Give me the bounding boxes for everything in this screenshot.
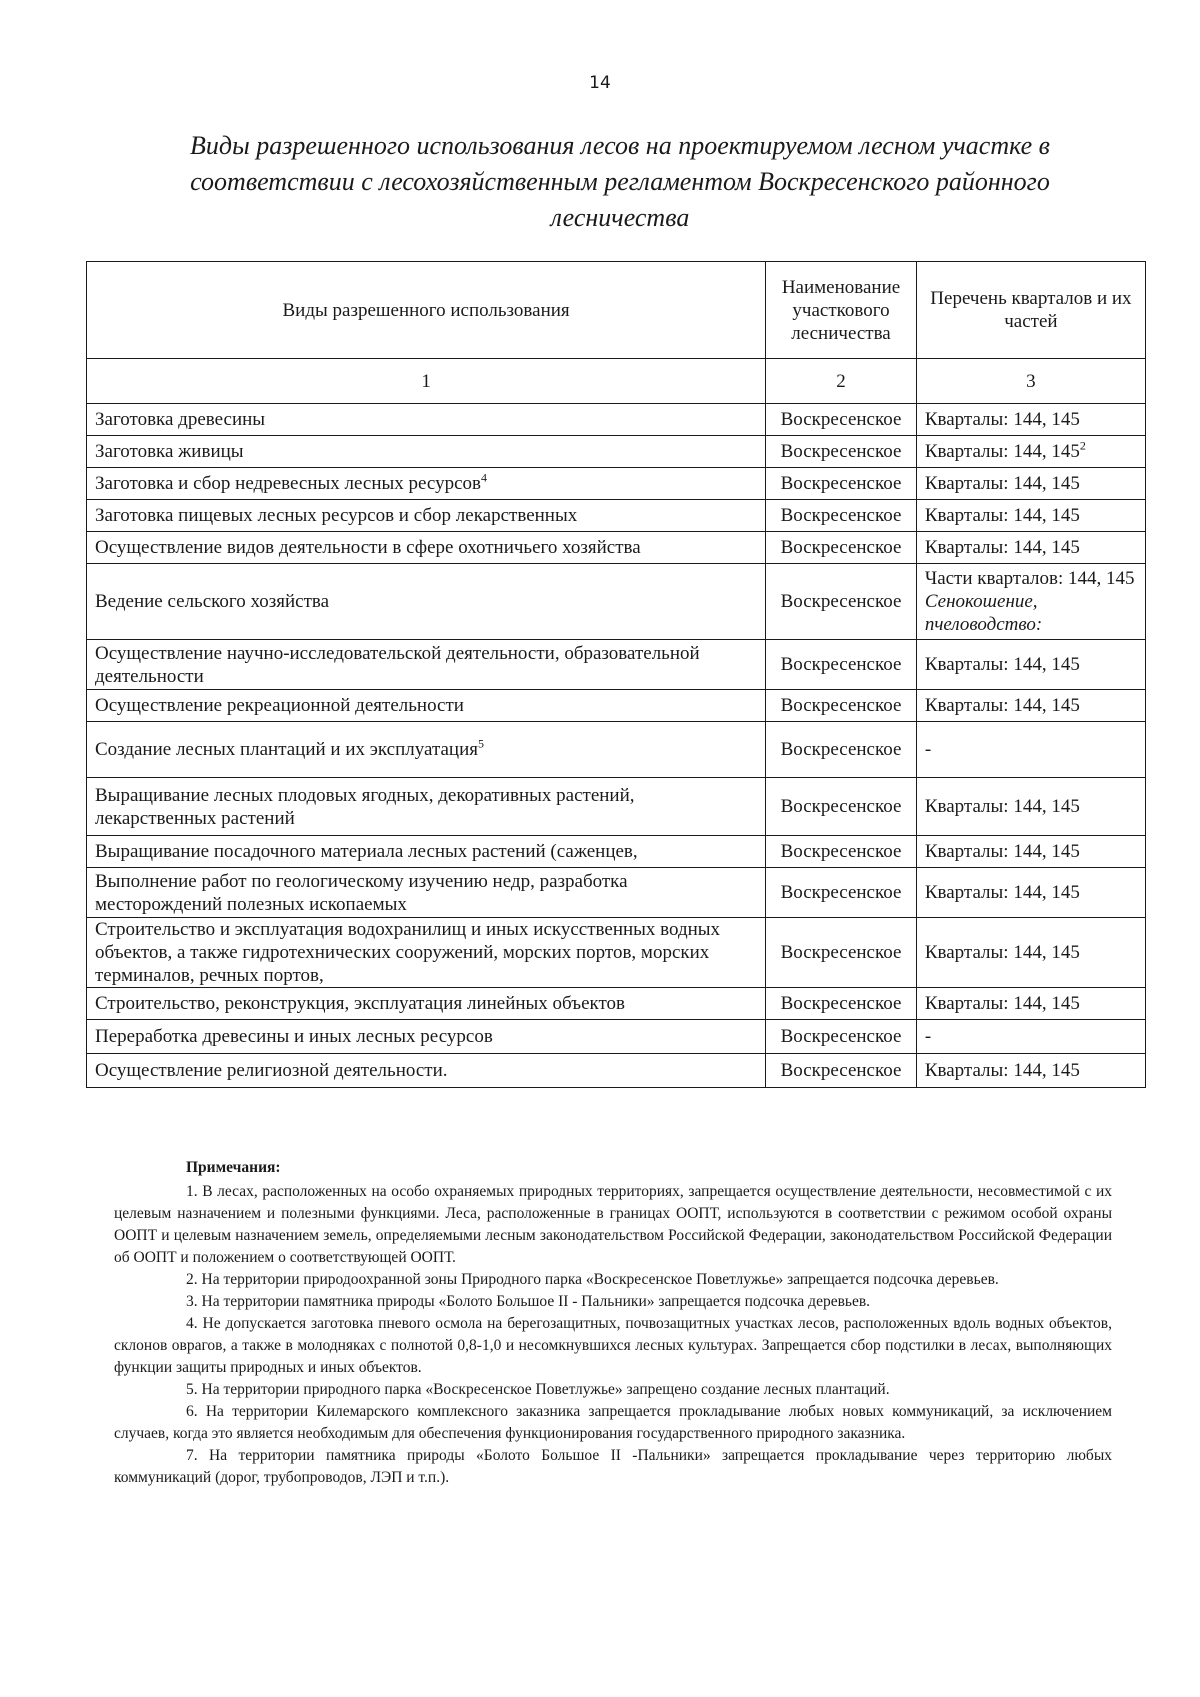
use-type-text: Заготовка и сбор недревесных лесных ресурсов [95,473,482,494]
use-type-text: Переработка древесины и иных лесных ресурсов [95,1026,493,1047]
use-type-cell [87,1020,766,1054]
quarters-text: Кварталы: 144, 145 [924,796,1080,817]
quarters-cell [916,500,1145,532]
table-row [87,722,1146,778]
quarters-cell [916,988,1145,1020]
quarters-text: Кварталы: 144, 145 [924,1060,1080,1081]
title-line-1: Виды разрешенного использования лесов на проектируемом лесном участке в [190,131,1050,160]
table-row [87,1054,1146,1088]
quarters-text: Кварталы: 144, 145 [924,654,1080,675]
quarters-cell [916,436,1145,468]
quarters-text: - [924,1026,932,1047]
table-row [87,868,1146,918]
quarters-cell [916,640,1145,690]
use-type-cell [87,836,766,868]
title-line-3: лесничества [550,203,690,232]
forestry-cell: Воскресенское [766,868,917,918]
use-type-cell [87,868,766,918]
note-item: 5. На территории природного парка «Воскресенское Поветлужье» запрещено создание лесных плантаций. [186,1381,890,1398]
page-number: 14 [589,73,611,93]
table-row [87,918,1146,988]
footnote-marker: 4 [481,470,488,485]
column-number: 2 [766,359,917,404]
table-row [87,1020,1146,1054]
quarters-text: Части кварталов: 144, 145 [924,568,1135,589]
quarters-cell [916,468,1145,500]
table-header-row [87,262,1146,359]
quarters-cell [916,404,1145,436]
table-row [87,436,1146,468]
use-type-cell [87,500,766,532]
table-row [87,532,1146,564]
use-type-cell [87,404,766,436]
table-row [87,564,1146,640]
note-item: 1. В лесах, расположенных на особо охраняемых природных территориях, запрещается осуществление деятельности, несовместимой с их целевым назначением и полезными функциями. Леса, расположенные в границах ООПТ, используются в соответствии с режимом особой охраны ООПТ и целевым назначением земель, определяемыми лесным законодательством Российской Федерации, законодательством Российской Федерации об ООПТ и положением о соответствующей ООПТ. [114,1183,1112,1266]
quarters-text: Кварталы: 144, 145 [924,505,1080,526]
quarters-cell [916,690,1145,722]
forestry-cell: Воскресенское [766,500,917,532]
use-type-cell [87,640,766,690]
forestry-cell: Воскресенское [766,436,917,468]
document-title [130,128,1110,236]
column-number: 3 [916,359,1145,404]
use-type-cell [87,690,766,722]
use-type-text: Заготовка древесины [95,409,266,430]
use-type-text: Создание лесных плантаций и их эксплуатация [95,739,478,760]
note-item: 3. На территории памятника природы «Болото Большое II - Пальники» запрещается подсочка деревьев. [186,1293,871,1310]
forestry-cell: Воскресенское [766,722,917,778]
forestry-cell: Воскресенское [766,640,917,690]
use-type-text: Осуществление религиозной деятельности. [95,1060,448,1081]
use-type-text: Осуществление видов деятельности в сфере охотничьего хозяйства [95,537,641,558]
table-row [87,690,1146,722]
use-type-cell [87,436,766,468]
forestry-cell: Воскресенское [766,1020,917,1054]
forestry-cell: Воскресенское [766,836,917,868]
notes-heading: Примечания: [186,1159,281,1176]
forestry-cell: Воскресенское [766,778,917,836]
use-type-cell [87,1054,766,1088]
forestry-cell: Воскресенское [766,988,917,1020]
use-type-cell [87,778,766,836]
title-line-2: соответствии с лесохозяйственным регламентом Воскресенского районного [190,167,1050,196]
use-type-text: Строительство, реконструкция, эксплуатация линейных объектов [95,993,626,1014]
forestry-cell: Воскресенское [766,1054,917,1088]
use-type-text: Строительство и эксплуатация водохранилищ и иных искусственных водных объектов, а также гидротехнических сооружений, морских портов, морских терминалов, речных портов, [95,919,721,986]
table-row [87,640,1146,690]
table-row [87,404,1146,436]
forestry-cell: Воскресенское [766,690,917,722]
quarters-cell [916,836,1145,868]
forestry-cell: Воскресенское [766,404,917,436]
quarters-cell [916,1020,1145,1054]
quarters-cell [916,778,1145,836]
use-type-cell [87,468,766,500]
use-type-text: Осуществление научно-исследовательской деятельности, образовательной деятельности [95,642,700,687]
quarters-text: Кварталы: 144, 145 [924,409,1080,430]
use-type-text: Выполнение работ по геологическому изучению недр, разработка месторождений полезных ископаемых [95,870,628,915]
forestry-cell: Воскресенское [766,532,917,564]
note-item: 6. На территории Килемарского комплексного заказника запрещается прокладывание любых новых коммуникаций, за исключением случаев, когда это является необходимым для обеспечения функционирования государственного природного заказника. [114,1403,1112,1442]
forestry-cell: Воскресенское [766,468,917,500]
notes-section [114,1157,1112,1489]
quarters-cell [916,564,1145,640]
use-type-text: Осуществление рекреационной деятельности [95,695,464,716]
use-type-cell [87,918,766,988]
quarters-text: Кварталы: 144, 145 [924,993,1080,1014]
quarters-cell [916,918,1145,988]
table-row [87,988,1146,1020]
quarters-cell [916,1054,1145,1088]
use-type-text: Заготовка живицы [95,441,244,462]
header-forestry-name: Наименование участкового лесничества [766,262,917,359]
permitted-uses-table [86,261,1146,1088]
table-row [87,468,1146,500]
table-body [87,404,1146,1088]
use-type-text: Выращивание лесных плодовых ягодных, декоративных растений, лекарственных растений [95,784,635,829]
use-type-text: Ведение сельского хозяйства [95,591,330,612]
table-row [87,778,1146,836]
quarters-text: - [924,739,932,760]
quarters-cell [916,722,1145,778]
use-type-cell [87,532,766,564]
column-number-row [87,359,1146,404]
table-row [87,500,1146,532]
forestry-cell: Воскресенское [766,564,917,640]
note-item: 2. На территории природоохранной зоны Природного парка «Воскресенское Поветлужье» запрещается подсочка деревьев. [186,1271,999,1288]
quarters-text: Кварталы: 144, 145 [924,441,1080,462]
quarters-cell [916,532,1145,564]
quarters-note: Сенокошение, пчеловодство: [924,591,1043,635]
forestry-cell: Воскресенское [766,918,917,988]
quarters-text: Кварталы: 144, 145 [924,473,1080,494]
table-row [87,836,1146,868]
note-item: 4. Не допускается заготовка пневого осмола на берегозащитных, почвозащитных участках лесов, расположенных вдоль водных объектов, склонов оврагов, а также в молодняках с полнотой 0,8-1,0 и несомкнувшихся лесных культурах. Запрещается сбор подстилки в лесах, выполняющих функции защиты природных и иных объектов. [114,1315,1112,1376]
use-type-cell [87,988,766,1020]
footnote-marker: 5 [478,736,484,751]
quarters-text: Кварталы: 144, 145 [924,841,1080,862]
quarters-text: Кварталы: 144, 145 [924,695,1080,716]
footnote-marker: 2 [1079,438,1086,453]
quarters-text: Кварталы: 144, 145 [924,942,1080,963]
quarters-cell [916,868,1145,918]
note-item: 7. На территории памятника природы «Болото Большое II -Пальники» запрещается прокладывание через территорию любых коммуникаций (дорог, трубопроводов, ЛЭП и т.п.). [114,1447,1112,1486]
header-quarters-list: Перечень кварталов и их частей [916,262,1145,359]
column-number: 1 [87,359,766,404]
quarters-text: Кварталы: 144, 145 [924,882,1080,903]
header-use-type: Виды разрешенного использования [87,262,766,359]
quarters-text: Кварталы: 144, 145 [924,537,1080,558]
use-type-cell [87,564,766,640]
use-type-text: Заготовка пищевых лесных ресурсов и сбор лекарственных [95,505,578,526]
use-type-cell [87,722,766,778]
use-type-text: Выращивание посадочного материала лесных растений (саженцев, [95,841,638,862]
